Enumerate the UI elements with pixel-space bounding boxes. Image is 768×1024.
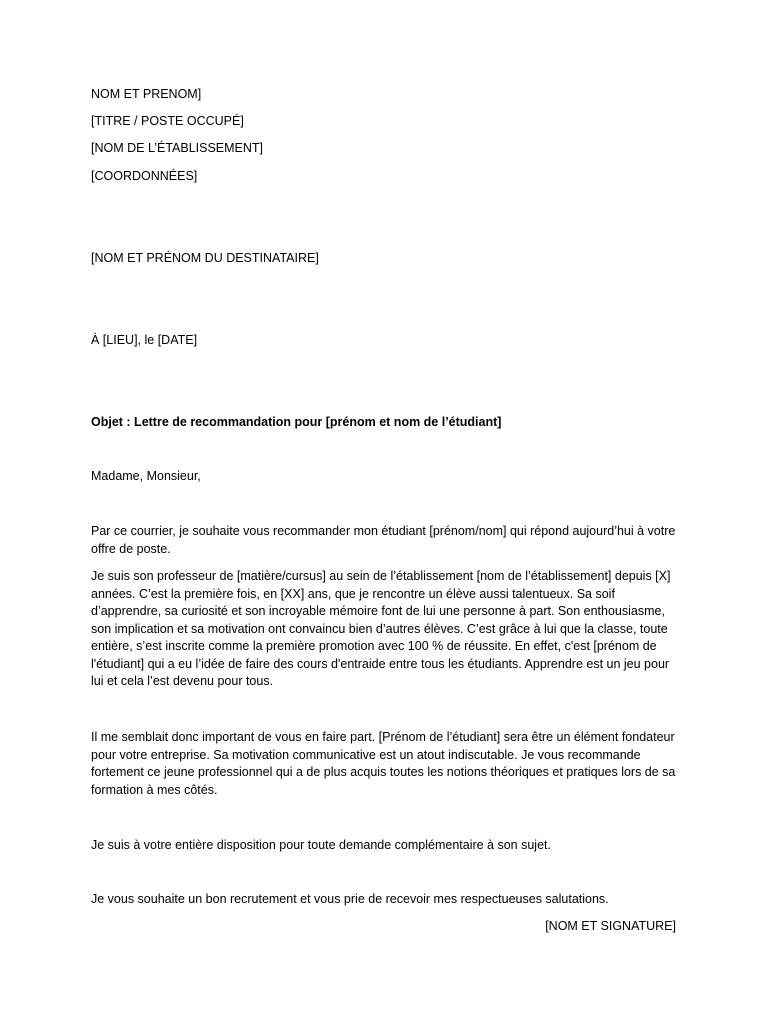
sender-title: [TITRE / POSTE OCCUPÉ] [91, 114, 244, 128]
signature-placeholder: [NOM ET SIGNATURE] [545, 919, 676, 933]
body-paragraph-2: Je suis son professeur de [matière/cursus] au sein de l’établissement [nom de l’établissement] depuis [X] années. C’est la première fois, en [XX] ans, que je rencontre un élève aussi talentueux. Sa soif d’apprendre, sa curiosité et son incroyable mémoire font de lui une personne à part. Son enthousiasme, son implication et sa motivation ont convaincu bien d’autres élèves. C’est grâce à lui que la classe, toute entière, s’est inscrite comme la première promotion avec 100 % de réussite. En effet, c'est [prénom de l'étudiant] qui a eu l’idée de faire des cours d'entraide entre tous les étudiants. Apprendre est un jeu pour lui et cela l’est devenu pour tous. [91, 569, 671, 688]
sender-name: NOM ET PRENOM] [91, 87, 202, 101]
body-paragraph-5: Je vous souhaite un bon recrutement et vous prie de recevoir mes respectueuses salutations. [91, 892, 609, 906]
sender-institution: [NOM DE L’ÉTABLISSEMENT] [91, 141, 264, 155]
letter-subject: Objet : Lettre de recommandation pour [prénom et nom de l’étudiant] [91, 415, 502, 429]
body-paragraph-1: Par ce courrier, je souhaite vous recommander mon étudiant [prénom/nom] qui répond aujourd’hui à votre offre de poste. [91, 524, 676, 556]
body-paragraph-3: Il me semblait donc important de vous en faire part. [Prénom de l’étudiant] sera être un élément fondateur pour votre entreprise. Sa motivation communicative est un atout indiscutable. Je vous recommande fortement ce jeune professionnel qui a de plus acquis toutes les notions théoriques et pratiques lors de sa formation à mes côtés. [91, 730, 676, 797]
salutation: Madame, Monsieur, [91, 469, 201, 483]
recipient-name: [NOM ET PRÉNOM DU DESTINATAIRE] [91, 251, 319, 265]
sender-contact: [COORDONNÉES] [91, 169, 198, 183]
body-paragraph-4: Je suis à votre entière disposition pour toute demande complémentaire à son sujet. [91, 838, 551, 852]
place-date: À [LIEU], le [DATE] [91, 333, 198, 347]
